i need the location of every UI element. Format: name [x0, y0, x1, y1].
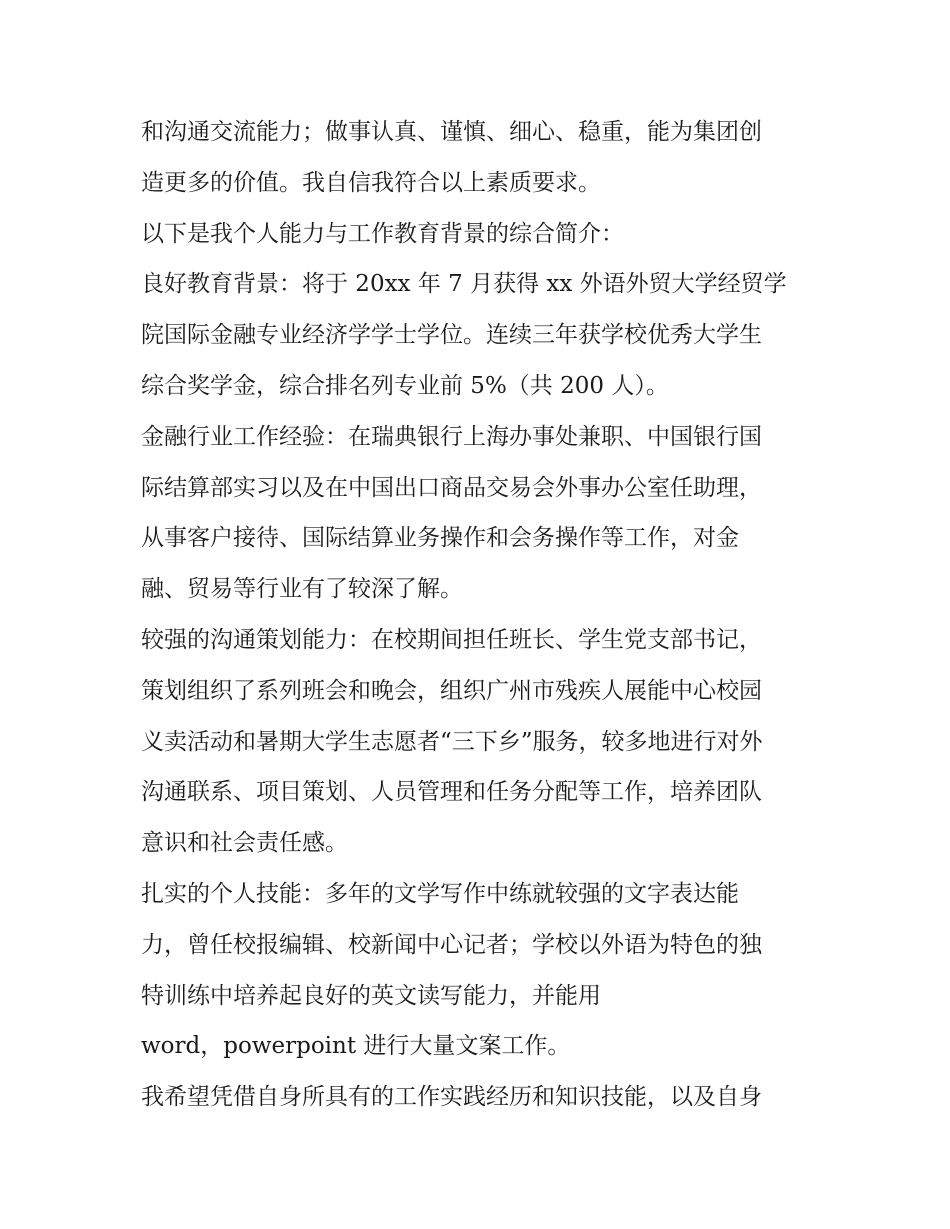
text-line: 意识和社会责任感。 [141, 830, 348, 857]
text-line: 综合奖学金，综合排名列专业前 5%（共 200 人）。 [141, 372, 669, 399]
text-line: 特训练中培养起良好的英文读写能力，并能用 [141, 982, 601, 1009]
text-line: 我希望凭借自身所具有的工作实践经历和知识技能，以及自身 [141, 1084, 762, 1111]
text-line: 融、贸易等行业有了较深了解。 [141, 576, 463, 603]
text-line: 金融行业工作经验：在瑞典银行上海办事处兼职、中国银行国 [141, 423, 762, 450]
text-line: 造更多的价值。我自信我符合以上素质要求。 [141, 169, 601, 196]
text-line: 力，曾任校报编辑、校新闻中心记者；学校以外语为特色的独 [141, 931, 762, 958]
text-line: 沟通联系、项目策划、人员管理和任务分配等工作，培养团队 [141, 779, 762, 806]
text-line: 际结算部实习以及在中国出口商品交易会外事办公室任助理， [141, 474, 762, 501]
text-line: 从事客户接待、国际结算业务操作和会务操作等工作，对金 [141, 525, 739, 552]
text-line: 以下是我个人能力与工作教育背景的综合简介： [141, 220, 624, 247]
text-line: 良好教育背景：将于 20xx 年 7 月获得 xx 外语外贸大学经贸学 [141, 271, 787, 298]
body-text [141, 107, 821, 1123]
text-line: 义卖活动和暑期大学生志愿者“三下乡”服务，较多地进行对外 [141, 728, 763, 755]
text-line: 策划组织了系列班会和晚会，组织广州市残疾人展能中心校园 [141, 677, 762, 704]
text-line: 扎实的个人技能：多年的文学写作中练就较强的文字表达能 [141, 880, 739, 907]
text-line: 和沟通交流能力；做事认真、谨慎、细心、稳重，能为集团创 [141, 119, 762, 145]
text-line: word，powerpoint 进行大量文案工作。 [141, 1033, 571, 1060]
text-line: 院国际金融专业经济学学士学位。连续三年获学校优秀大学生 [141, 322, 762, 349]
text-line: 较强的沟通策划能力：在校期间担任班长、学生党支部书记， [141, 626, 762, 653]
